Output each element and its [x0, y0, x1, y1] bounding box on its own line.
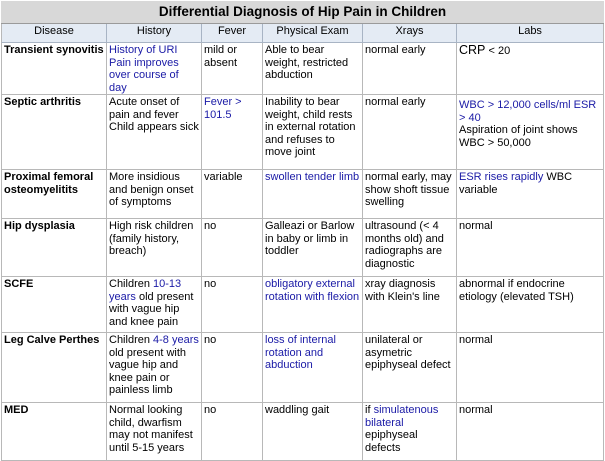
history-prefix: Children — [109, 334, 150, 346]
exam-cell: Inability to bear weight, child rests in external rotation and refuses to move joint — [263, 95, 363, 170]
xrays-cell: normal early — [363, 95, 457, 170]
hip-pain-table-container — [1, 1, 604, 454]
column-header-labs: Labs — [457, 24, 604, 43]
table-row — [1, 277, 604, 333]
fever-cell: no — [202, 333, 263, 403]
table-row — [1, 403, 604, 461]
labs-value: WBC variable — [459, 171, 573, 196]
fever-cell — [202, 95, 263, 170]
history-suffix: old present with vague hip and knee pain — [109, 290, 194, 328]
labs-cell — [457, 43, 604, 95]
labs-cell: normal — [457, 333, 604, 403]
column-header-physical-exam: Physical Exam — [263, 24, 363, 43]
fever-highlight: Fever > 101.5 — [204, 96, 242, 121]
title-row — [1, 1, 604, 24]
history-highlight: 10-13 years — [109, 278, 182, 303]
history-cell: Normal looking child, dwarfism may not manifest until 5-15 years — [107, 403, 202, 461]
disease-cell: Septic arthritis — [1, 95, 107, 170]
xrays-cell: xray diagnosis with Klein's line — [363, 277, 457, 333]
header-row — [1, 24, 604, 43]
xrays-cell: normal early — [363, 43, 457, 95]
column-header-fever: Fever — [202, 24, 263, 43]
column-header-history: History — [107, 24, 202, 43]
exam-cell — [263, 333, 363, 403]
history-cell: High risk children (family history, breach) — [107, 219, 202, 277]
exam-cell — [263, 277, 363, 333]
disease-cell: Leg Calve Perthes — [1, 333, 107, 403]
table-row — [1, 95, 604, 170]
disease-cell: MED — [1, 403, 107, 461]
fever-cell: no — [202, 277, 263, 333]
xrays-cell: normal early, may show shoft tissue swelling — [363, 170, 457, 219]
xrays-cell — [363, 403, 457, 461]
fever-cell: no — [202, 403, 263, 461]
labs-cell: normal — [457, 219, 604, 277]
labs-value: < 20 — [488, 45, 511, 57]
table-row — [1, 43, 604, 95]
disease-cell: Hip dysplasia — [1, 219, 107, 277]
xrays-cell: unilateral or asymetric epiphyseal defect — [363, 333, 457, 403]
xrays-prefix: if — [365, 404, 371, 416]
table-row — [1, 333, 604, 403]
exam-highlight: obligatory external rotation with flexion — [265, 278, 360, 303]
disease-cell: Proximal femoral osteomyelitits — [1, 170, 107, 219]
table-row — [1, 170, 604, 219]
exam-highlight: loss of internal rotation and abduction — [265, 334, 336, 371]
history-highlight: History of URI Pain improves over course of day — [109, 44, 179, 94]
exam-cell — [263, 170, 363, 219]
history-highlight: 4-8 years — [153, 334, 199, 346]
xrays-cell: ultrasound (< 4 months old) and radiographs are diagnostic — [363, 219, 457, 277]
history-cell: Acute onset of pain and fever Child appears sick — [107, 95, 202, 170]
labs-cell — [457, 95, 604, 170]
history-cell — [107, 43, 202, 95]
labs-highlight: ESR rises rapidly — [459, 171, 544, 183]
xrays-suffix: epiphyseal defects — [365, 429, 418, 454]
labs-cell: abnormal if endocrine etiology (elevated TSH) — [457, 277, 604, 333]
disease-cell: Transient synovitis — [1, 43, 107, 95]
fever-cell: no — [202, 219, 263, 277]
history-cell: More insidious and benign onset of symptoms — [107, 170, 202, 219]
exam-cell: Able to bear weight, restricted abduction — [263, 43, 363, 95]
exam-highlight: swollen tender limb — [265, 171, 360, 183]
labs-cell: normal — [457, 403, 604, 461]
exam-cell: Galleazi or Barlow in baby or limb in toddler — [263, 219, 363, 277]
history-suffix: old present with vague hip and knee pain or painless limb — [109, 346, 187, 396]
labs-cell — [457, 170, 604, 219]
table-title: Differential Diagnosis of Hip Pain in Children — [1, 1, 604, 24]
labs-value: Aspiration of joint shows WBC > 50,000 — [459, 124, 578, 149]
exam-cell: waddling gait — [263, 403, 363, 461]
labs-crp-label: CRP — [459, 43, 486, 57]
history-cell — [107, 333, 202, 403]
table-row — [1, 219, 604, 277]
disease-cell: SCFE — [1, 277, 107, 333]
history-cell — [107, 277, 202, 333]
fever-cell: mild or absent — [202, 43, 263, 95]
xrays-highlight: simulatenous bilateral — [365, 404, 439, 429]
differential-diagnosis-table — [1, 1, 604, 461]
labs-highlight: WBC > 12,000 cells/ml ESR > 40 — [459, 99, 597, 124]
column-header-xrays: Xrays — [363, 24, 457, 43]
fever-cell: variable — [202, 170, 263, 219]
history-prefix: Children — [109, 278, 150, 290]
column-header-disease: Disease — [1, 24, 107, 43]
